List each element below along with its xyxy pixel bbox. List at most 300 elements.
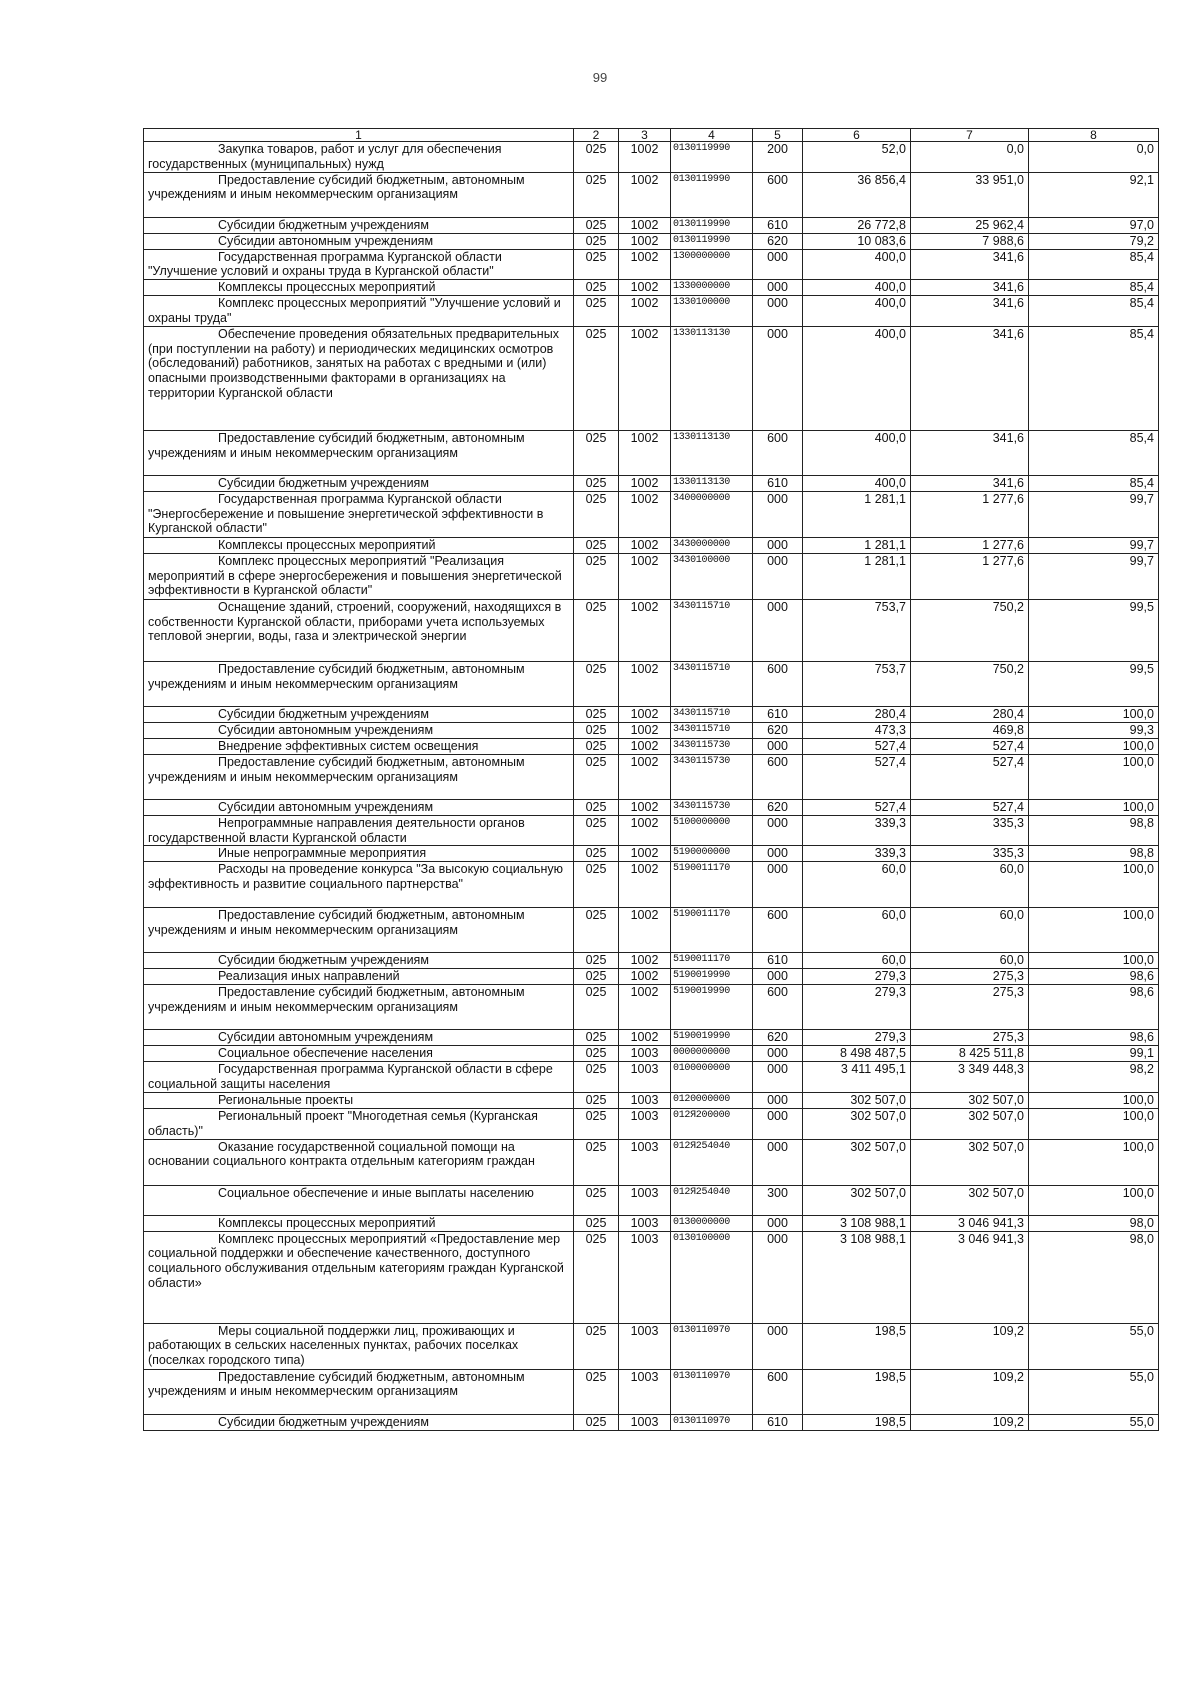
gr-code-cell: 025 <box>574 862 619 908</box>
actual-amount-cell: 302 507,0 <box>911 1139 1029 1185</box>
row-name-text: Государственная программа Курганской области "Энергосбережение и повышение энергетической эффективности в Курганской области" <box>148 491 544 536</box>
gr-code-cell: 025 <box>574 475 619 491</box>
gr-code-cell: 025 <box>574 969 619 985</box>
target-article-cell: 1330113130 <box>671 475 753 491</box>
plan-amount-cell: 753,7 <box>803 661 911 706</box>
row-name-cell <box>144 969 574 985</box>
plan-amount-cell: 400,0 <box>803 326 911 430</box>
table-row <box>144 985 1159 1030</box>
row-name-text: Непрограммные направления деятельности органов государственной власти Курганской области <box>148 815 525 845</box>
actual-amount-cell: 341,6 <box>911 249 1029 280</box>
gr-code-cell: 025 <box>574 754 619 799</box>
actual-amount-cell: 750,2 <box>911 661 1029 706</box>
page-number: 99 <box>592 70 608 85</box>
target-article-cell: 5190000000 <box>671 846 753 862</box>
row-name-text: Государственная программа Курганской области в сфере социальной защиты населения <box>148 1062 553 1092</box>
header-row <box>144 129 1159 142</box>
actual-amount-cell: 60,0 <box>911 862 1029 908</box>
table-body <box>144 142 1159 1431</box>
row-name-cell <box>144 1139 574 1185</box>
target-article-cell: 0130110970 <box>671 1414 753 1430</box>
plan-amount-cell: 36 856,4 <box>803 172 911 217</box>
row-name-text: Предоставление субсидий бюджетным, автономным учреждениям и иным некоммерческим организациям <box>148 985 525 1015</box>
section-code-cell: 1002 <box>619 738 671 754</box>
table-row <box>144 1323 1159 1369</box>
plan-amount-cell: 400,0 <box>803 296 911 327</box>
percent-cell: 100,0 <box>1029 754 1159 799</box>
row-name-text: Комплекс процессных мероприятий "Реализация мероприятий в сфере энергосбережения и повышения энергетической эффективности в Курганской области" <box>148 553 562 598</box>
percent-cell: 98,0 <box>1029 1231 1159 1323</box>
row-name-text: Комплекс процессных мероприятий "Улучшение условий и охраны труда" <box>148 296 561 325</box>
section-code-cell: 1002 <box>619 661 671 706</box>
percent-cell: 85,4 <box>1029 249 1159 280</box>
target-article-cell: 0130119990 <box>671 233 753 249</box>
section-code-cell: 1002 <box>619 799 671 815</box>
expense-type-cell: 610 <box>753 706 803 722</box>
expense-type-cell: 000 <box>753 1046 803 1062</box>
plan-amount-cell: 400,0 <box>803 280 911 296</box>
percent-cell: 100,0 <box>1029 862 1159 908</box>
target-article-cell: 3400000000 <box>671 491 753 537</box>
target-article-cell: 0120000000 <box>671 1092 753 1108</box>
actual-amount-cell: 60,0 <box>911 908 1029 953</box>
table-row <box>144 1092 1159 1108</box>
row-name-text: Субсидии бюджетным учреждениям <box>218 475 429 490</box>
row-name-text: Региональный проект "Многодетная семья (Курганская область)" <box>148 1108 538 1138</box>
row-name-text: Предоставление субсидий бюджетным, автономным учреждениям и иным некоммерческим организациям <box>148 908 525 938</box>
section-code-cell: 1003 <box>619 1046 671 1062</box>
table-row <box>144 1185 1159 1215</box>
plan-amount-cell: 1 281,1 <box>803 537 911 553</box>
percent-cell: 55,0 <box>1029 1369 1159 1414</box>
column-header-5: 5 <box>753 129 803 142</box>
section-code-cell: 1002 <box>619 296 671 327</box>
expense-type-cell: 600 <box>753 172 803 217</box>
expense-type-cell: 000 <box>753 1215 803 1231</box>
table-row <box>144 799 1159 815</box>
actual-amount-cell: 527,4 <box>911 738 1029 754</box>
column-header-1: 1 <box>144 129 574 142</box>
row-name-text: Реализация иных направлений <box>218 969 400 984</box>
percent-cell: 98,8 <box>1029 815 1159 846</box>
actual-amount-cell: 3 349 448,3 <box>911 1062 1029 1093</box>
row-name-text: Субсидии автономным учреждениям <box>218 722 434 737</box>
plan-amount-cell: 279,3 <box>803 985 911 1030</box>
actual-amount-cell: 280,4 <box>911 706 1029 722</box>
table-row <box>144 430 1159 475</box>
plan-amount-cell: 302 507,0 <box>803 1139 911 1185</box>
target-article-cell: 1330100000 <box>671 296 753 327</box>
row-name-cell <box>144 280 574 296</box>
percent-cell: 85,4 <box>1029 326 1159 430</box>
expense-type-cell: 000 <box>753 862 803 908</box>
actual-amount-cell: 1 277,6 <box>911 537 1029 553</box>
row-name-text: Комплексы процессных мероприятий <box>218 537 436 552</box>
row-name-text: Субсидии бюджетным учреждениям <box>218 1414 429 1429</box>
row-name-cell <box>144 553 574 599</box>
plan-amount-cell: 3 411 495,1 <box>803 1062 911 1093</box>
plan-amount-cell: 527,4 <box>803 738 911 754</box>
row-name-text: Оснащение зданий, строений, сооружений, находящихся в собственности Курганской области, приборами учета используемых тепловой энергии, воды, газа и электрической энергии <box>148 599 562 644</box>
actual-amount-cell: 1 277,6 <box>911 553 1029 599</box>
actual-amount-cell: 8 425 511,8 <box>911 1046 1029 1062</box>
table-row <box>144 1062 1159 1093</box>
gr-code-cell: 025 <box>574 537 619 553</box>
expense-type-cell: 000 <box>753 1062 803 1093</box>
row-name-text: Предоставление субсидий бюджетным, автономным учреждениям и иным некоммерческим организациям <box>148 172 525 202</box>
row-name-cell <box>144 799 574 815</box>
plan-amount-cell: 52,0 <box>803 142 911 173</box>
gr-code-cell: 025 <box>574 661 619 706</box>
plan-amount-cell: 527,4 <box>803 799 911 815</box>
row-name-cell <box>144 1030 574 1046</box>
actual-amount-cell: 341,6 <box>911 280 1029 296</box>
plan-amount-cell: 753,7 <box>803 599 911 661</box>
row-name-cell <box>144 430 574 475</box>
percent-cell: 98,6 <box>1029 1030 1159 1046</box>
table-row <box>144 815 1159 846</box>
plan-amount-cell: 60,0 <box>803 862 911 908</box>
gr-code-cell: 025 <box>574 846 619 862</box>
row-name-cell <box>144 475 574 491</box>
section-code-cell: 1002 <box>619 249 671 280</box>
gr-code-cell: 025 <box>574 1323 619 1369</box>
gr-code-cell: 025 <box>574 1369 619 1414</box>
expense-type-cell: 000 <box>753 1323 803 1369</box>
plan-amount-cell: 26 772,8 <box>803 217 911 233</box>
row-name-text: Комплексы процессных мероприятий <box>218 1215 436 1230</box>
expense-type-cell: 000 <box>753 280 803 296</box>
table-row <box>144 706 1159 722</box>
table-row <box>144 475 1159 491</box>
target-article-cell: 3430115730 <box>671 799 753 815</box>
section-code-cell: 1002 <box>619 1030 671 1046</box>
plan-amount-cell: 302 507,0 <box>803 1108 911 1139</box>
table-row <box>144 1231 1159 1323</box>
section-code-cell: 1003 <box>619 1231 671 1323</box>
table-row <box>144 1108 1159 1139</box>
target-article-cell: 1300000000 <box>671 249 753 280</box>
section-code-cell: 1002 <box>619 430 671 475</box>
plan-amount-cell: 198,5 <box>803 1369 911 1414</box>
row-name-cell <box>144 296 574 327</box>
target-article-cell: 0000000000 <box>671 1046 753 1062</box>
percent-cell: 99,5 <box>1029 661 1159 706</box>
actual-amount-cell: 25 962,4 <box>911 217 1029 233</box>
row-name-text: Субсидии автономным учреждениям <box>218 1030 434 1045</box>
row-name-cell <box>144 754 574 799</box>
section-code-cell: 1003 <box>619 1062 671 1093</box>
section-code-cell: 1002 <box>619 172 671 217</box>
row-name-text: Обеспечение проведения обязательных предварительных (при поступлении на работу) и периодических медицинских осмотров (обследований) работников, занятых на работах с вредными и (или) опасными производственными факторами в организациях на территории Курганской области <box>148 326 559 400</box>
gr-code-cell: 025 <box>574 985 619 1030</box>
actual-amount-cell: 275,3 <box>911 985 1029 1030</box>
gr-code-cell: 025 <box>574 722 619 738</box>
row-name-cell <box>144 815 574 846</box>
row-name-cell <box>144 1215 574 1231</box>
target-article-cell: 012Я254040 <box>671 1185 753 1215</box>
expense-type-cell: 620 <box>753 722 803 738</box>
expense-type-cell: 000 <box>753 326 803 430</box>
plan-amount-cell: 3 108 988,1 <box>803 1231 911 1323</box>
row-name-cell <box>144 142 574 173</box>
row-name-cell <box>144 953 574 969</box>
gr-code-cell: 025 <box>574 172 619 217</box>
row-name-text: Внедрение эффективных систем освещения <box>218 738 479 753</box>
row-name-text: Комплекс процессных мероприятий «Предоставление мер социальной поддержки и обеспечение качественного, доступного социального обслуживания отдельным категориям граждан Курганской области» <box>148 1231 564 1290</box>
row-name-cell <box>144 1092 574 1108</box>
row-name-text: Государственная программа Курганской области "Улучшение условий и охраны труда в Курганской области" <box>148 249 502 279</box>
percent-cell: 55,0 <box>1029 1414 1159 1430</box>
plan-amount-cell: 60,0 <box>803 908 911 953</box>
expense-type-cell: 000 <box>753 296 803 327</box>
table-row <box>144 491 1159 537</box>
percent-cell: 100,0 <box>1029 799 1159 815</box>
plan-amount-cell: 302 507,0 <box>803 1092 911 1108</box>
percent-cell: 99,7 <box>1029 491 1159 537</box>
percent-cell: 98,6 <box>1029 969 1159 985</box>
percent-cell: 55,0 <box>1029 1323 1159 1369</box>
expense-type-cell: 000 <box>753 738 803 754</box>
percent-cell: 99,7 <box>1029 553 1159 599</box>
target-article-cell: 5190019990 <box>671 969 753 985</box>
row-name-text: Меры социальной поддержки лиц, проживающих и работающих в сельских населенных пунктах, рабочих поселках (поселках городского типа) <box>148 1323 519 1368</box>
gr-code-cell: 025 <box>574 491 619 537</box>
section-code-cell: 1003 <box>619 1215 671 1231</box>
target-article-cell: 3430115710 <box>671 599 753 661</box>
target-article-cell: 3430115710 <box>671 722 753 738</box>
expense-type-cell: 000 <box>753 1108 803 1139</box>
section-code-cell: 1002 <box>619 553 671 599</box>
table-row <box>144 326 1159 430</box>
table-row <box>144 846 1159 862</box>
table-row <box>144 553 1159 599</box>
actual-amount-cell: 335,3 <box>911 815 1029 846</box>
plan-amount-cell: 279,3 <box>803 969 911 985</box>
actual-amount-cell: 109,2 <box>911 1323 1029 1369</box>
actual-amount-cell: 109,2 <box>911 1414 1029 1430</box>
actual-amount-cell: 750,2 <box>911 599 1029 661</box>
target-article-cell: 5190019990 <box>671 1030 753 1046</box>
actual-amount-cell: 275,3 <box>911 969 1029 985</box>
table-row <box>144 661 1159 706</box>
table-row <box>144 1369 1159 1414</box>
gr-code-cell: 025 <box>574 553 619 599</box>
percent-cell: 100,0 <box>1029 908 1159 953</box>
actual-amount-cell: 302 507,0 <box>911 1092 1029 1108</box>
row-name-cell <box>144 706 574 722</box>
target-article-cell: 0130110970 <box>671 1323 753 1369</box>
row-name-cell <box>144 1414 574 1430</box>
section-code-cell: 1002 <box>619 969 671 985</box>
actual-amount-cell: 109,2 <box>911 1369 1029 1414</box>
column-header-6: 6 <box>803 129 911 142</box>
section-code-cell: 1002 <box>619 706 671 722</box>
plan-amount-cell: 280,4 <box>803 706 911 722</box>
section-code-cell: 1002 <box>619 754 671 799</box>
percent-cell: 100,0 <box>1029 706 1159 722</box>
actual-amount-cell: 341,6 <box>911 430 1029 475</box>
expense-type-cell: 610 <box>753 475 803 491</box>
target-article-cell: 5190011170 <box>671 953 753 969</box>
row-name-text: Предоставление субсидий бюджетным, автономным учреждениям и иным некоммерческим организациям <box>148 1369 525 1399</box>
actual-amount-cell: 1 277,6 <box>911 491 1029 537</box>
plan-amount-cell: 8 498 487,5 <box>803 1046 911 1062</box>
percent-cell: 100,0 <box>1029 953 1159 969</box>
percent-cell: 98,8 <box>1029 846 1159 862</box>
row-name-text: Предоставление субсидий бюджетным, автономным учреждениям и иным некоммерческим организациям <box>148 754 525 784</box>
target-article-cell: 0130119990 <box>671 172 753 217</box>
row-name-text: Социальное обеспечение населения <box>218 1046 433 1061</box>
section-code-cell: 1002 <box>619 326 671 430</box>
section-code-cell: 1002 <box>619 142 671 173</box>
plan-amount-cell: 1 281,1 <box>803 553 911 599</box>
expense-type-cell: 000 <box>753 1139 803 1185</box>
expense-type-cell: 000 <box>753 815 803 846</box>
target-article-cell: 3430115710 <box>671 706 753 722</box>
row-name-text: Субсидии автономным учреждениям <box>218 233 434 248</box>
expense-type-cell: 000 <box>753 537 803 553</box>
target-article-cell: 1330113130 <box>671 430 753 475</box>
expense-type-cell: 000 <box>753 249 803 280</box>
row-name-cell <box>144 537 574 553</box>
section-code-cell: 1002 <box>619 815 671 846</box>
column-header-3: 3 <box>619 129 671 142</box>
table-row <box>144 142 1159 173</box>
percent-cell: 97,0 <box>1029 217 1159 233</box>
plan-amount-cell: 400,0 <box>803 430 911 475</box>
plan-amount-cell: 198,5 <box>803 1414 911 1430</box>
target-article-cell: 0130110970 <box>671 1369 753 1414</box>
gr-code-cell: 025 <box>574 1046 619 1062</box>
section-code-cell: 1002 <box>619 233 671 249</box>
target-article-cell: 3430115710 <box>671 661 753 706</box>
gr-code-cell: 025 <box>574 738 619 754</box>
plan-amount-cell: 60,0 <box>803 953 911 969</box>
expense-type-cell: 610 <box>753 1414 803 1430</box>
actual-amount-cell: 341,6 <box>911 326 1029 430</box>
section-code-cell: 1003 <box>619 1369 671 1414</box>
target-article-cell: 0100000000 <box>671 1062 753 1093</box>
section-code-cell: 1002 <box>619 537 671 553</box>
target-article-cell: 5190019990 <box>671 985 753 1030</box>
expense-type-cell: 300 <box>753 1185 803 1215</box>
row-name-cell <box>144 1369 574 1414</box>
table-row <box>144 722 1159 738</box>
table-row <box>144 1215 1159 1231</box>
row-name-cell <box>144 722 574 738</box>
row-name-text: Субсидии бюджетным учреждениям <box>218 217 429 232</box>
row-name-text: Закупка товаров, работ и услуг для обеспечения государственных (муниципальных) нужд <box>148 142 502 171</box>
actual-amount-cell: 469,8 <box>911 722 1029 738</box>
row-name-cell <box>144 1046 574 1062</box>
gr-code-cell: 025 <box>574 908 619 953</box>
expense-type-cell: 600 <box>753 754 803 799</box>
gr-code-cell: 025 <box>574 296 619 327</box>
row-name-cell <box>144 862 574 908</box>
row-name-text: Субсидии автономным учреждениям <box>218 799 434 814</box>
percent-cell: 85,4 <box>1029 430 1159 475</box>
target-article-cell: 0130119990 <box>671 217 753 233</box>
row-name-text: Социальное обеспечение и иные выплаты населению <box>218 1185 534 1200</box>
plan-amount-cell: 400,0 <box>803 249 911 280</box>
percent-cell: 100,0 <box>1029 738 1159 754</box>
percent-cell: 85,4 <box>1029 280 1159 296</box>
table-row <box>144 969 1159 985</box>
section-code-cell: 1002 <box>619 217 671 233</box>
section-code-cell: 1003 <box>619 1414 671 1430</box>
expense-type-cell: 610 <box>753 953 803 969</box>
table-row <box>144 908 1159 953</box>
table-row <box>144 1030 1159 1046</box>
target-article-cell: 0130100000 <box>671 1231 753 1323</box>
percent-cell: 100,0 <box>1029 1092 1159 1108</box>
expense-type-cell: 000 <box>753 1092 803 1108</box>
row-name-text: Субсидии бюджетным учреждениям <box>218 706 429 721</box>
gr-code-cell: 025 <box>574 1231 619 1323</box>
expense-type-cell: 000 <box>753 969 803 985</box>
row-name-cell <box>144 491 574 537</box>
row-name-cell <box>144 217 574 233</box>
table-row <box>144 1414 1159 1430</box>
gr-code-cell: 025 <box>574 1139 619 1185</box>
row-name-cell <box>144 233 574 249</box>
gr-code-cell: 025 <box>574 249 619 280</box>
plan-amount-cell: 3 108 988,1 <box>803 1215 911 1231</box>
actual-amount-cell: 302 507,0 <box>911 1108 1029 1139</box>
table-row <box>144 233 1159 249</box>
gr-code-cell: 025 <box>574 326 619 430</box>
actual-amount-cell: 527,4 <box>911 754 1029 799</box>
row-name-cell <box>144 326 574 430</box>
row-name-text: Иные непрограммные мероприятия <box>218 846 427 861</box>
expense-type-cell: 620 <box>753 233 803 249</box>
percent-cell: 85,4 <box>1029 475 1159 491</box>
percent-cell: 98,0 <box>1029 1215 1159 1231</box>
budget-table <box>143 128 1159 1431</box>
expense-type-cell: 000 <box>753 599 803 661</box>
row-name-cell <box>144 846 574 862</box>
actual-amount-cell: 7 988,6 <box>911 233 1029 249</box>
actual-amount-cell: 341,6 <box>911 296 1029 327</box>
percent-cell: 99,5 <box>1029 599 1159 661</box>
percent-cell: 100,0 <box>1029 1139 1159 1185</box>
row-name-cell <box>144 661 574 706</box>
row-name-cell <box>144 1108 574 1139</box>
percent-cell: 0,0 <box>1029 142 1159 173</box>
table-row <box>144 953 1159 969</box>
plan-amount-cell: 10 083,6 <box>803 233 911 249</box>
section-code-cell: 1003 <box>619 1092 671 1108</box>
gr-code-cell: 025 <box>574 953 619 969</box>
gr-code-cell: 025 <box>574 1215 619 1231</box>
gr-code-cell: 025 <box>574 142 619 173</box>
table-row <box>144 862 1159 908</box>
section-code-cell: 1002 <box>619 862 671 908</box>
row-name-text: Субсидии бюджетным учреждениям <box>218 953 429 968</box>
gr-code-cell: 025 <box>574 430 619 475</box>
row-name-text: Расходы на проведение конкурса "За высокую социальную эффективность и развитие социального партнерства" <box>148 862 564 892</box>
row-name-cell <box>144 738 574 754</box>
actual-amount-cell: 3 046 941,3 <box>911 1215 1029 1231</box>
row-name-cell <box>144 985 574 1030</box>
table-row <box>144 280 1159 296</box>
gr-code-cell: 025 <box>574 599 619 661</box>
actual-amount-cell: 60,0 <box>911 953 1029 969</box>
plan-amount-cell: 302 507,0 <box>803 1185 911 1215</box>
plan-amount-cell: 400,0 <box>803 475 911 491</box>
column-header-8: 8 <box>1029 129 1159 142</box>
